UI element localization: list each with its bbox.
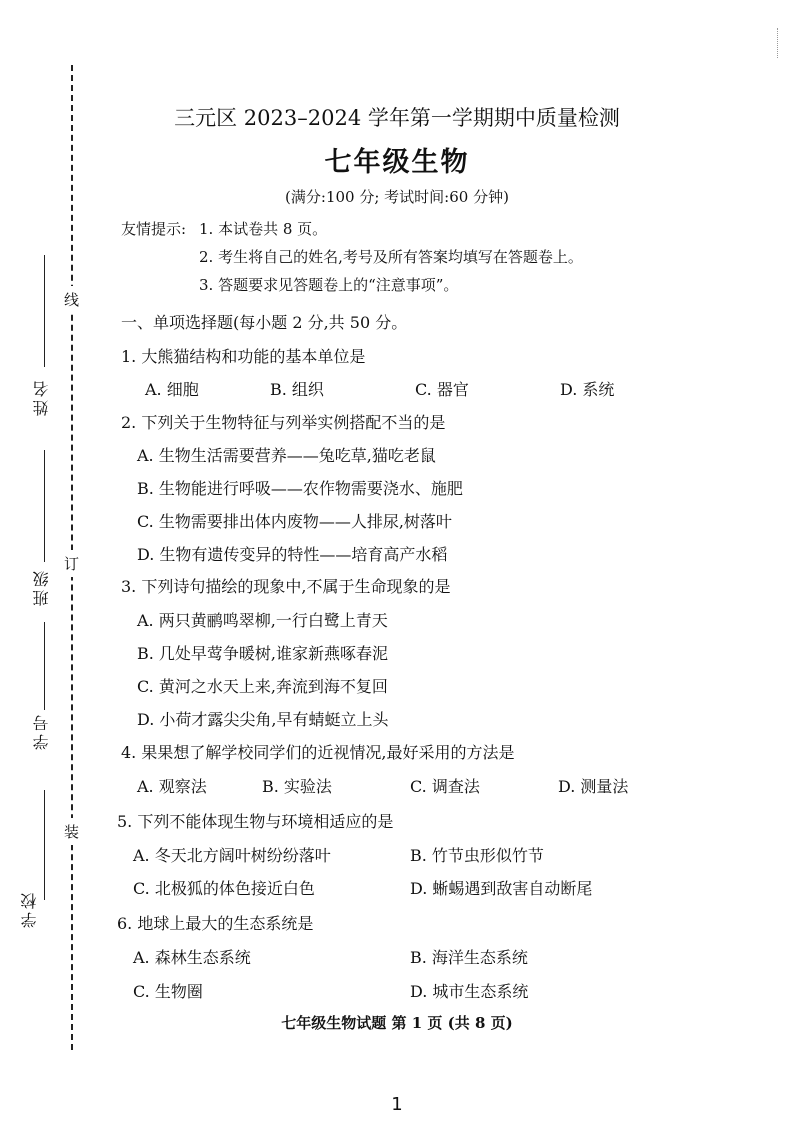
section-title: 一、单项选择题(每小题 2 分,共 50 分。 xyxy=(121,313,408,332)
option-a[interactable]: A. 生物生活需要营养——兔吃草,猫吃老鼠 xyxy=(137,446,436,465)
page-number: 1 xyxy=(391,1094,403,1115)
option-d[interactable]: D. 小荷才露尖尖角,早有蜻蜓立上头 xyxy=(137,710,389,729)
option-c[interactable]: C. 黄河之水天上来,奔流到海不复回 xyxy=(137,677,388,696)
tips-label: 友情提示: xyxy=(121,220,187,238)
school-blank[interactable] xyxy=(44,790,45,900)
question-stem: 4. 果果想了解学校同学们的近视情况,最好采用的方法是 xyxy=(121,743,515,762)
tip-item: 1. 本试卷共 8 页。 xyxy=(199,220,328,238)
option-d[interactable]: D. 系统 xyxy=(560,380,615,399)
question-stem: 6. 地球上最大的生态系统是 xyxy=(117,914,314,933)
name-label: 姓名 xyxy=(32,378,51,416)
student-number-label: 学号 xyxy=(32,712,51,750)
option-d[interactable]: D. 城市生态系统 xyxy=(410,982,529,1001)
subject-title: 七年级生物 xyxy=(324,147,470,178)
scan-mark xyxy=(777,28,780,58)
question-stem: 2. 下列关于生物特征与列举实例搭配不当的是 xyxy=(121,413,446,432)
name-blank[interactable] xyxy=(44,255,45,367)
option-b[interactable]: B. 组织 xyxy=(270,380,324,399)
option-a[interactable]: A. 观察法 xyxy=(137,777,207,796)
option-a[interactable]: A. 冬天北方阔叶树纷纷落叶 xyxy=(133,846,331,865)
option-a[interactable]: A. 细胞 xyxy=(145,380,199,399)
question-stem: 1. 大熊猫结构和功能的基本单位是 xyxy=(121,347,366,366)
option-b[interactable]: B. 几处早莺争暖树,谁家新燕啄春泥 xyxy=(137,644,389,663)
tip-item: 3. 答题要求见答题卷上的“注意事项”。 xyxy=(199,276,459,294)
option-b[interactable]: B. 海洋生态系统 xyxy=(410,948,528,967)
exam-meta: (满分:100 分; 考试时间:60 分钟) xyxy=(285,188,509,206)
page-footer: 七年级生物试题 第 1 页 (共 8 页) xyxy=(281,1014,513,1032)
tip-item: 2. 考生将自己的姓名,考号及所有答案均填写在答题卷上。 xyxy=(199,248,583,266)
option-d[interactable]: D. 测量法 xyxy=(558,777,629,796)
option-c[interactable]: C. 器官 xyxy=(415,380,469,399)
option-b[interactable]: B. 生物能进行呼吸——农作物需要浇水、施肥 xyxy=(137,479,463,498)
option-c[interactable]: C. 生物需要排出体内废物——人排尿,树落叶 xyxy=(137,512,452,531)
option-b[interactable]: B. 实验法 xyxy=(262,777,332,796)
option-c[interactable]: C. 调查法 xyxy=(410,777,480,796)
option-d[interactable]: D. 生物有遗传变异的特性——培育高产水稻 xyxy=(137,545,448,564)
option-b[interactable]: B. 竹节虫形似竹节 xyxy=(410,846,544,865)
option-c[interactable]: C. 北极狐的体色接近白色 xyxy=(133,879,315,898)
class-blank[interactable] xyxy=(44,450,45,562)
question-stem: 5. 下列不能体现生物与环境相适应的是 xyxy=(117,812,394,831)
exam-title: 三元区 2023–2024 学年第一学期期中质量检测 xyxy=(174,106,620,130)
cut-mark-bind: 订 xyxy=(64,550,79,577)
option-a[interactable]: A. 两只黄鹂鸣翠柳,一行白鹭上青天 xyxy=(137,611,388,630)
option-c[interactable]: C. 生物圈 xyxy=(133,982,203,1001)
cut-mark-line: 线 xyxy=(64,286,79,313)
class-label: 班级 xyxy=(32,568,51,606)
cut-mark-install: 装 xyxy=(64,818,79,845)
option-d[interactable]: D. 蜥蜴遇到敌害自动断尾 xyxy=(410,879,593,898)
student-number-blank[interactable] xyxy=(44,622,45,710)
school-label: 学校 xyxy=(20,890,39,928)
question-stem: 3. 下列诗句描绘的现象中,不属于生命现象的是 xyxy=(121,577,451,596)
option-a[interactable]: A. 森林生态系统 xyxy=(133,948,251,967)
